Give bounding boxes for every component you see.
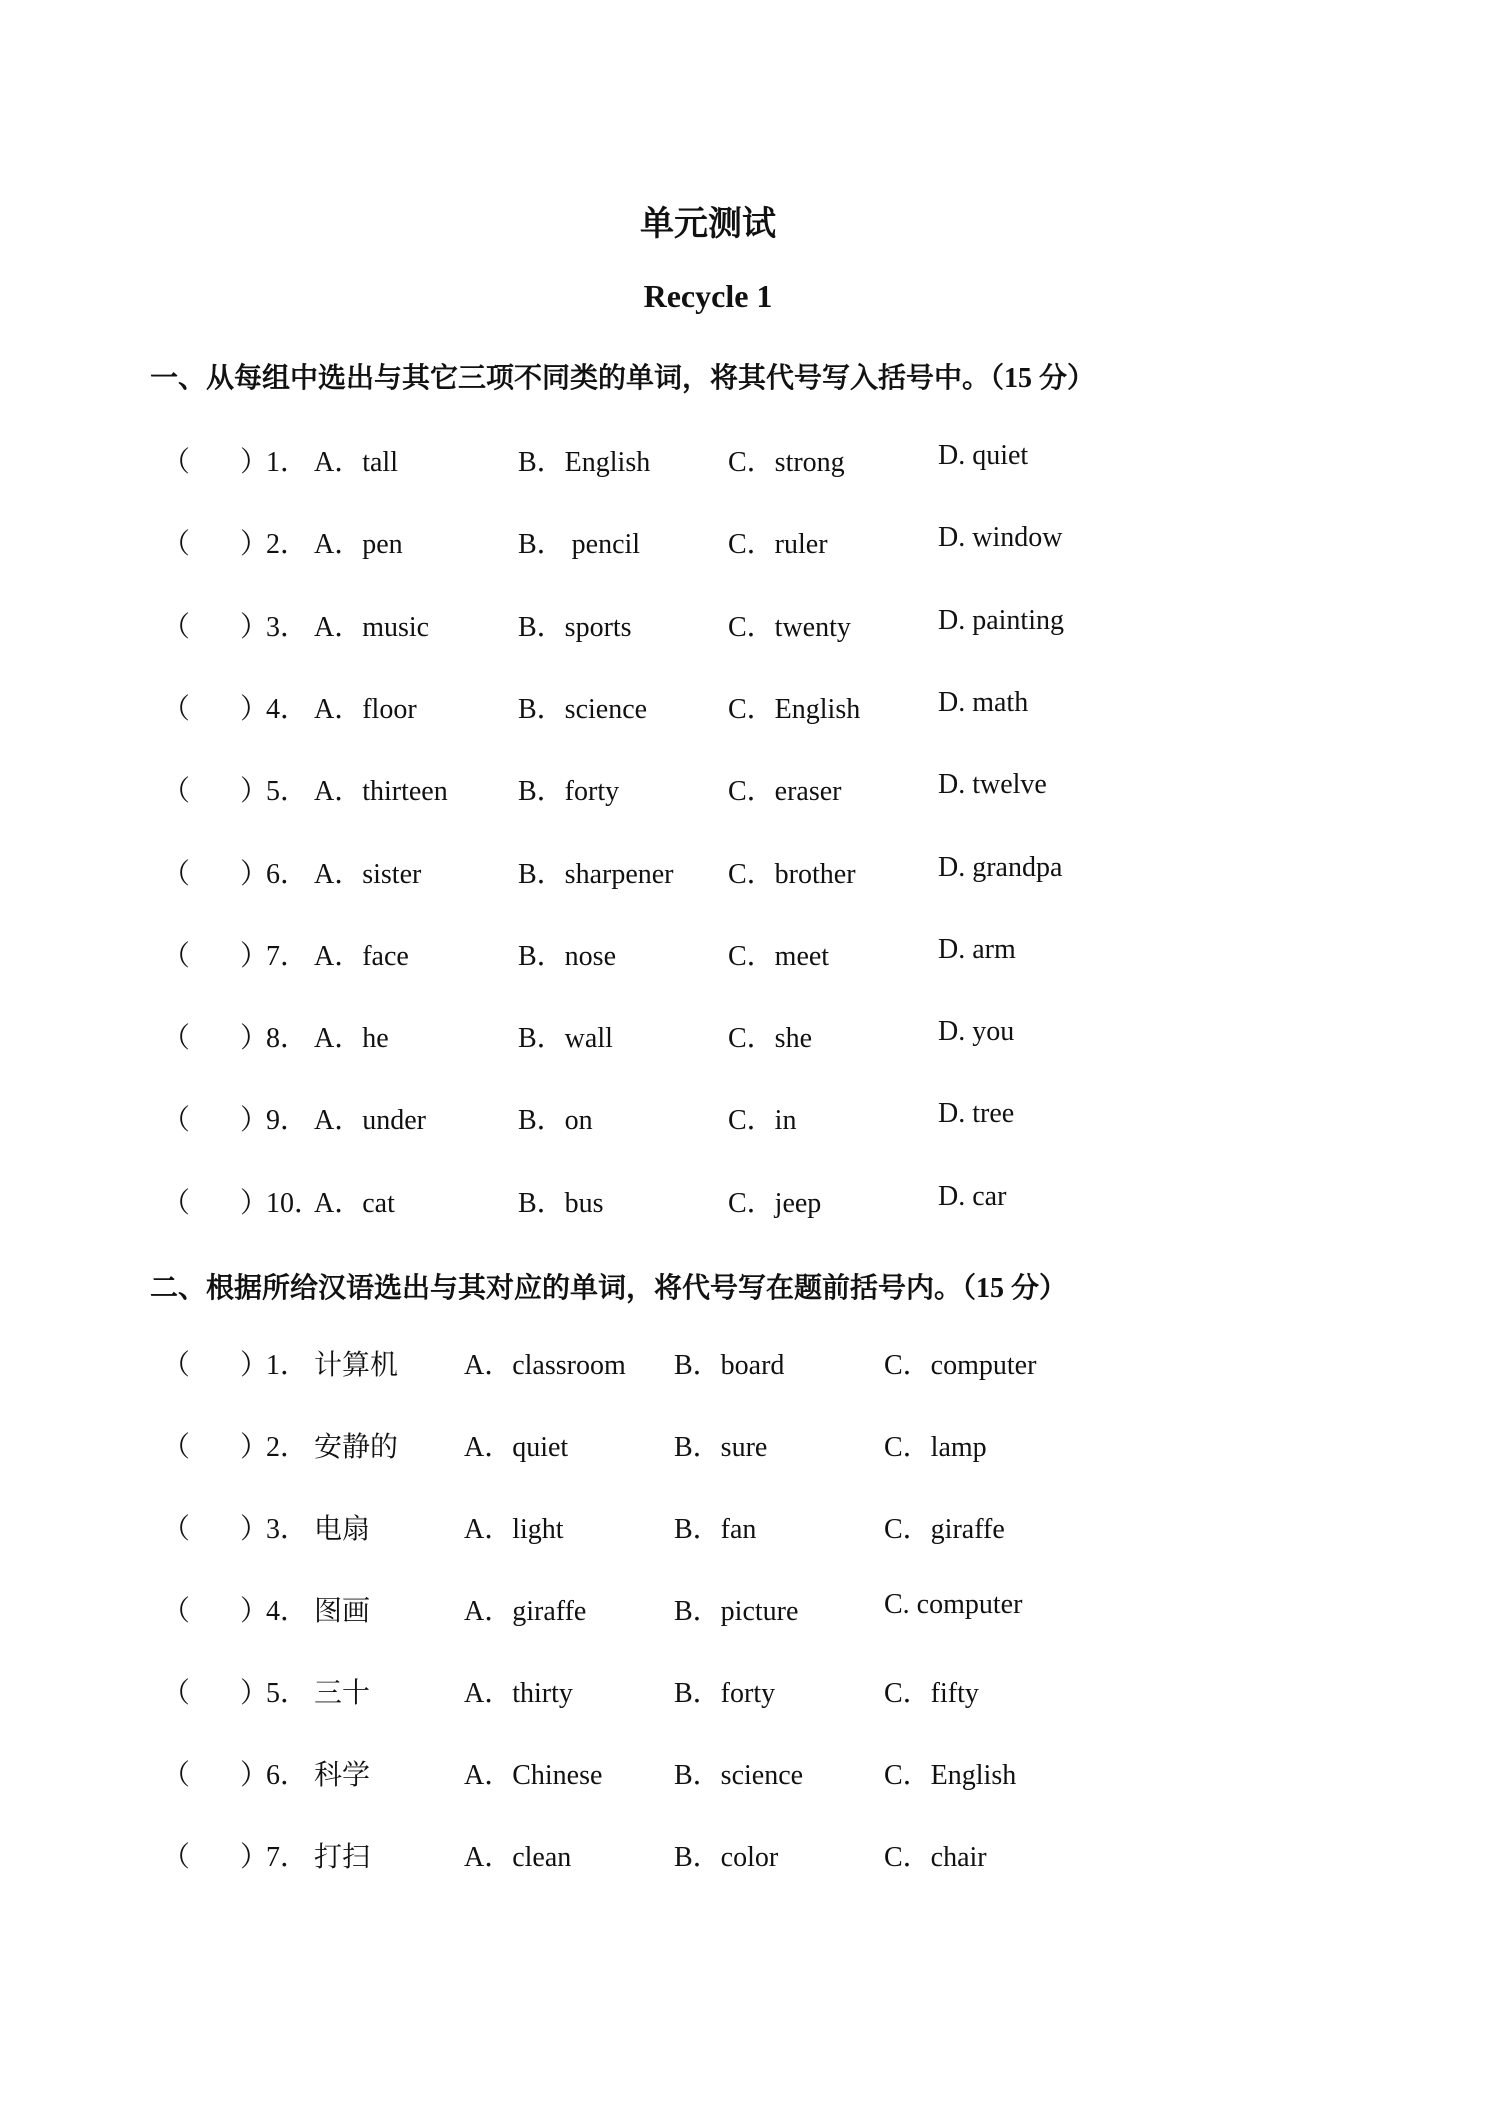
question-number: 10． [266,1188,323,1219]
option-d: D. twelve [938,769,1047,800]
option-b: B．science [674,1760,804,1791]
answer-paren-close: ） [240,447,269,478]
answer-paren-close: ） [240,1596,269,1627]
option-b: B．fan [674,1514,757,1545]
option-b: B． pencil [518,529,641,560]
option-c: C．eraser [728,776,842,807]
answer-paren-open: （ [162,1105,191,1136]
option-d: D. grandpa [938,852,1063,883]
question-row [0,687,1488,727]
option-b: B．wall [518,1023,613,1054]
section-1-heading: 一、从每组中选出与其它三项不同类的单词，将其代号写入括号中。（15 分） [150,363,1096,394]
option-b: B．bus [518,1188,604,1219]
option-d: D. painting [938,605,1064,636]
question-number: 3． [266,612,309,643]
option-d: D. you [938,1016,1015,1047]
answer-paren-close: ） [240,1023,269,1054]
option-a: A．classroom [464,1350,626,1381]
answer-paren-close: ） [240,1350,269,1381]
option-c: C．twenty [728,612,851,643]
question-row [0,440,1488,480]
answer-paren-open: （ [162,859,191,890]
option-a: A．face [314,941,409,972]
answer-paren-open: （ [162,612,191,643]
question-row [0,1098,1488,1138]
answer-paren-open: （ [162,1023,191,1054]
option-c: C．computer [884,1350,1037,1381]
question-row [0,1589,1488,1629]
question-number: 8． [266,1023,309,1054]
question-row [0,605,1488,645]
section-2-heading: 二、根据所给汉语选出与其对应的单词，将代号写在题前括号内。（15 分） [150,1273,1068,1304]
option-c: C．strong [728,447,845,478]
answer-paren-open: （ [162,1596,191,1627]
option-d: D. quiet [938,440,1029,471]
option-c: C．fifty [884,1678,979,1709]
option-b: B．English [518,447,651,478]
option-c: C. computer [884,1589,1023,1620]
option-a: A．sister [314,859,422,890]
question-row [0,769,1488,809]
answer-paren-open: （ [162,1432,191,1463]
option-a: A．light [464,1514,564,1545]
option-b: B．sports [518,612,632,643]
option-a: A．under [314,1105,426,1136]
question-number: 7． [266,1842,309,1873]
answer-paren-close: ） [240,776,269,807]
option-c: C．brother [728,859,856,890]
question-row [0,522,1488,562]
option-a: A．he [314,1023,389,1054]
option-b: B．sharpener [518,859,674,890]
question-number: 7． [266,941,309,972]
option-d: D. arm [938,934,1016,965]
question-number: 9． [266,1105,309,1136]
option-d: D. car [938,1181,1007,1212]
chinese-word: 科学 [314,1760,371,1791]
option-c: C．chair [884,1842,987,1873]
option-c: C．lamp [884,1432,987,1463]
option-a: A．floor [314,694,417,725]
page-subtitle: Recycle 1 [643,278,773,314]
option-a: A．pen [314,529,403,560]
answer-paren-close: ） [240,1678,269,1709]
option-a: A．tall [314,447,398,478]
chinese-word: 安静的 [314,1432,399,1463]
answer-paren-close: ） [240,694,269,725]
option-a: A．thirteen [314,776,448,807]
option-a: A．quiet [464,1432,569,1463]
answer-paren-close: ） [240,859,269,890]
question-number: 6． [266,859,309,890]
option-a: A．clean [464,1842,572,1873]
answer-paren-close: ） [240,529,269,560]
option-b: B．forty [674,1678,776,1709]
answer-paren-close: ） [240,1188,269,1219]
question-row [0,1753,1488,1793]
question-row [0,1835,1488,1875]
question-number: 5． [266,1678,309,1709]
page-title: 单元测试 [640,206,776,243]
answer-paren-open: （ [162,694,191,725]
question-number: 4． [266,1596,309,1627]
question-row [0,1671,1488,1711]
option-b: B．on [518,1105,593,1136]
option-c: C．English [728,694,861,725]
question-row [0,934,1488,974]
chinese-word: 图画 [314,1596,371,1627]
answer-paren-open: （ [162,447,191,478]
answer-paren-close: ） [240,1842,269,1873]
option-b: B．science [518,694,648,725]
answer-paren-close: ） [240,1514,269,1545]
option-d: D. tree [938,1098,1015,1129]
answer-paren-close: ） [240,612,269,643]
option-a: A．thirty [464,1678,573,1709]
chinese-word: 电扇 [314,1514,371,1545]
question-number: 5． [266,776,309,807]
option-b: B．sure [674,1432,768,1463]
answer-paren-open: （ [162,529,191,560]
question-number: 3． [266,1514,309,1545]
option-b: B．board [674,1350,785,1381]
answer-paren-close: ） [240,1760,269,1791]
option-a: A．music [314,612,430,643]
chinese-word: 打扫 [314,1842,371,1873]
question-number: 1． [266,1350,309,1381]
question-number: 2． [266,529,309,560]
answer-paren-open: （ [162,1350,191,1381]
option-c: C．she [728,1023,813,1054]
answer-paren-close: ） [240,1105,269,1136]
answer-paren-open: （ [162,1514,191,1545]
answer-paren-open: （ [162,1842,191,1873]
option-d: D. window [938,522,1063,553]
answer-paren-open: （ [162,776,191,807]
option-b: B．nose [518,941,617,972]
question-number: 6． [266,1760,309,1791]
answer-paren-open: （ [162,941,191,972]
question-row [0,1016,1488,1056]
answer-paren-close: ） [240,941,269,972]
answer-paren-close: ） [240,1432,269,1463]
option-c: C．ruler [728,529,828,560]
option-b: B．color [674,1842,779,1873]
option-c: C．giraffe [884,1514,1005,1545]
option-c: C．jeep [728,1188,822,1219]
option-b: B．forty [518,776,620,807]
question-row [0,1181,1488,1221]
answer-paren-open: （ [162,1760,191,1791]
chinese-word: 计算机 [314,1350,399,1381]
chinese-word: 三十 [314,1678,371,1709]
question-row [0,1507,1488,1547]
question-number: 4． [266,694,309,725]
option-c: C．in [728,1105,797,1136]
option-c: C．English [884,1760,1017,1791]
answer-paren-open: （ [162,1188,191,1219]
option-a: A．cat [314,1188,395,1219]
question-row [0,1343,1488,1383]
option-a: A．giraffe [464,1596,587,1627]
option-a: A．Chinese [464,1760,603,1791]
question-number: 1． [266,447,309,478]
question-row [0,1425,1488,1465]
option-b: B．picture [674,1596,799,1627]
question-row [0,852,1488,892]
answer-paren-open: （ [162,1678,191,1709]
option-c: C．meet [728,941,830,972]
option-d: D. math [938,687,1029,718]
question-number: 2． [266,1432,309,1463]
